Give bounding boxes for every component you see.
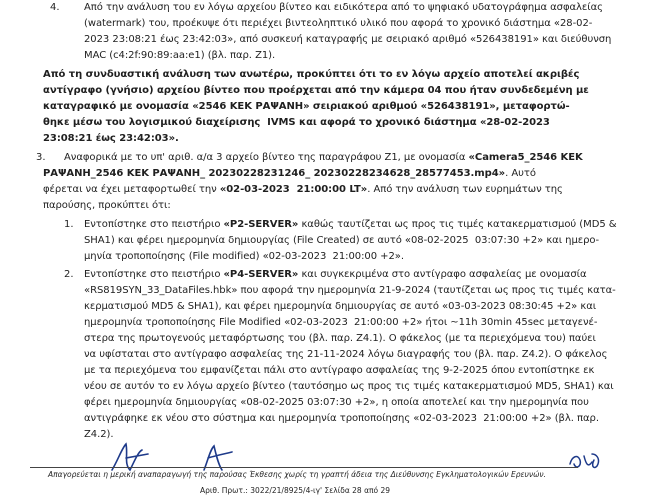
sub-item-2-line: ημερομηνία τροποποίησης File Modified «02-03-2023 21:00:00 +2» ήτοι ~11h 30min 45sec μεταγενέ- (84, 317, 598, 328)
sub-item-2-line: κερματισμού MD5 & SHA1), και φέρει ημερομηνία δημιουργίας σε αυτό «03-03-2023 08:30:45 +2» και (84, 301, 597, 312)
item-3-line: παρούσης, προκύπτει ότι: (43, 200, 171, 211)
sub-item-1-line: Εντοπίστηκε στο πειστήριο «P2-SERVER» καθώς ταυτίζεται ως προς τις τιμές κατακερματισμού (MD5 & (84, 219, 617, 230)
summary-line: καταγραφικό με ονομασία «2546 ΚΕΚ ΡΑΨΑΝΗ» σειριακού αριθμού «526438191», μεταφορτώ- (43, 101, 570, 112)
item-3-number: 3. (36, 152, 46, 163)
item-3-line: φέρεται να έχει μεταφορτωθεί την «02-03-2023 21:00:00 LT». Από την ανάλυση των ευρημάτων της (43, 184, 563, 195)
sub-item-2-number: 2. (64, 269, 74, 280)
sub-item-1-line: SHA1) και φέρει ημερομηνία δημιουργίας (File Created) σε αυτό «08-02-2025 03:07:30 +2» και ημερο- (84, 235, 600, 246)
item-3-line: ΡΑΨΑΝΗ_2546 ΚΕΚ ΡΑΨΑΝΗ_ 20230228231246_ 20230228234628_28577453.mp4». Αυτό (43, 168, 536, 179)
item-4-line: (watermark) του, προέκυψε ότι περιέχει βιντεοληπτικό υλικό που αφορά το χρονικό διάστημα «28-02- (84, 18, 593, 29)
signature-right (566, 450, 606, 474)
footer-page-reference: Αριθ. Πρωτ.: 3022/21/8925/4-ιγ' Σελίδα 28 από 29 (200, 486, 391, 495)
summary-line: 23:08:21 έως 23:42:03». (43, 133, 179, 144)
sub-item-2-line: στερα της πρωτογενούς μεταφόρτωσης του (βλ. παρ. Ζ4.1). Ο φάκελος (με τα περιεχόμενα του) παύει (84, 333, 596, 344)
item-4-number: 4. (50, 2, 60, 13)
footer-divider (30, 467, 578, 468)
footer-notice: Απαγορεύεται η μερική αναπαραγωγή της παρούσας Έκθεσης χωρίς τη γραπτή άδεια της Διεύθυνσης Εγκληματολογικών Ερευνών. (48, 470, 546, 479)
sub-item-2-line: «RS819SYN_33_DataFiles.hbk» που αφορά την ημερομηνία 21-9-2024 (ταυτίζεται ως προς τις τιμές κατα- (84, 285, 616, 296)
sub-item-2-line: με τα περιεχόμενα του εμφανίζεται πάλι στο αντίγραφο ασφαλείας της 9-2-2025 όπου εντοπίστηκε εκ (84, 365, 595, 376)
sub-item-2-line: φέρει ημερομηνία δημιουργίας «08-02-2025 03:07:30 +2», η οποία αποτελεί και την ημερομηνία που (84, 397, 589, 408)
item-4-line: Από την ανάλυση του εν λόγω αρχείου βίντεο και ειδικότερα από το ψηφιακό υδατογράφημα ασφαλείας (84, 2, 603, 13)
sub-item-2-line: νέου σε αυτόν το εν λόγω αρχείο βίντεο (ταυτόσημο ως προς τις τιμές κατακερματισμού MD5, SHA1) και (84, 381, 614, 392)
item-3-line: Αναφορικά με το υπ' αριθ. α/α 3 αρχείο βίντεο της παραγράφου Ζ1, με ονομασία «Camera5_2546 ΚΕΚ (64, 152, 583, 163)
summary-line: θηκε μέσω του λογισμικού διαχείρισης IVMS και αφορά το χρονικό διάστημα «28-02-2023 (43, 117, 550, 128)
item-4-line: MAC (c4:2f:90:89:aa:e1) (βλ. παρ. Ζ1). (84, 50, 276, 61)
summary-line: Από τη συνδυαστική ανάλυση των ανωτέρω, προκύπτει ότι το εν λόγω αρχείο αποτελεί ακριβές (43, 69, 580, 80)
summary-line: αντίγραφο (γνήσιο) αρχείου βίντεο που προέρχεται από την κάμερα 04 που ήταν συνδεδεμένη με (43, 85, 589, 96)
sub-item-1-number: 1. (64, 219, 74, 230)
sub-item-1-line: μηνία τροποποίησης (File modified) «02-03-2023 21:00:00 +2». (84, 251, 404, 262)
item-4-line: 2023 23:08:21 έως 23:42:03», από συσκευή καταγραφής με σειριακό αριθμό «526438191» και διεύθυνση (84, 34, 612, 45)
sub-item-2-line: να υφίσταται στο αντίγραφο ασφαλείας της 21-11-2024 λόγω διαγραφής του (βλ. παρ. Ζ4.2). Ο φάκελος (84, 349, 608, 360)
sub-item-2-line: αντιγράφηκε εκ νέου στο σύστημα και ημερομηνία τροποποίησης «02-03-2023 21:00:00 +2» (βλ. παρ. (84, 413, 599, 424)
sub-item-2-line: Ζ4.2). (84, 429, 114, 440)
sub-item-2-line: Εντοπίστηκε στο πειστήριο «P4-SERVER» και συγκεκριμένα στο αντίγραφο ασφαλείας με ονομασία (84, 269, 587, 280)
